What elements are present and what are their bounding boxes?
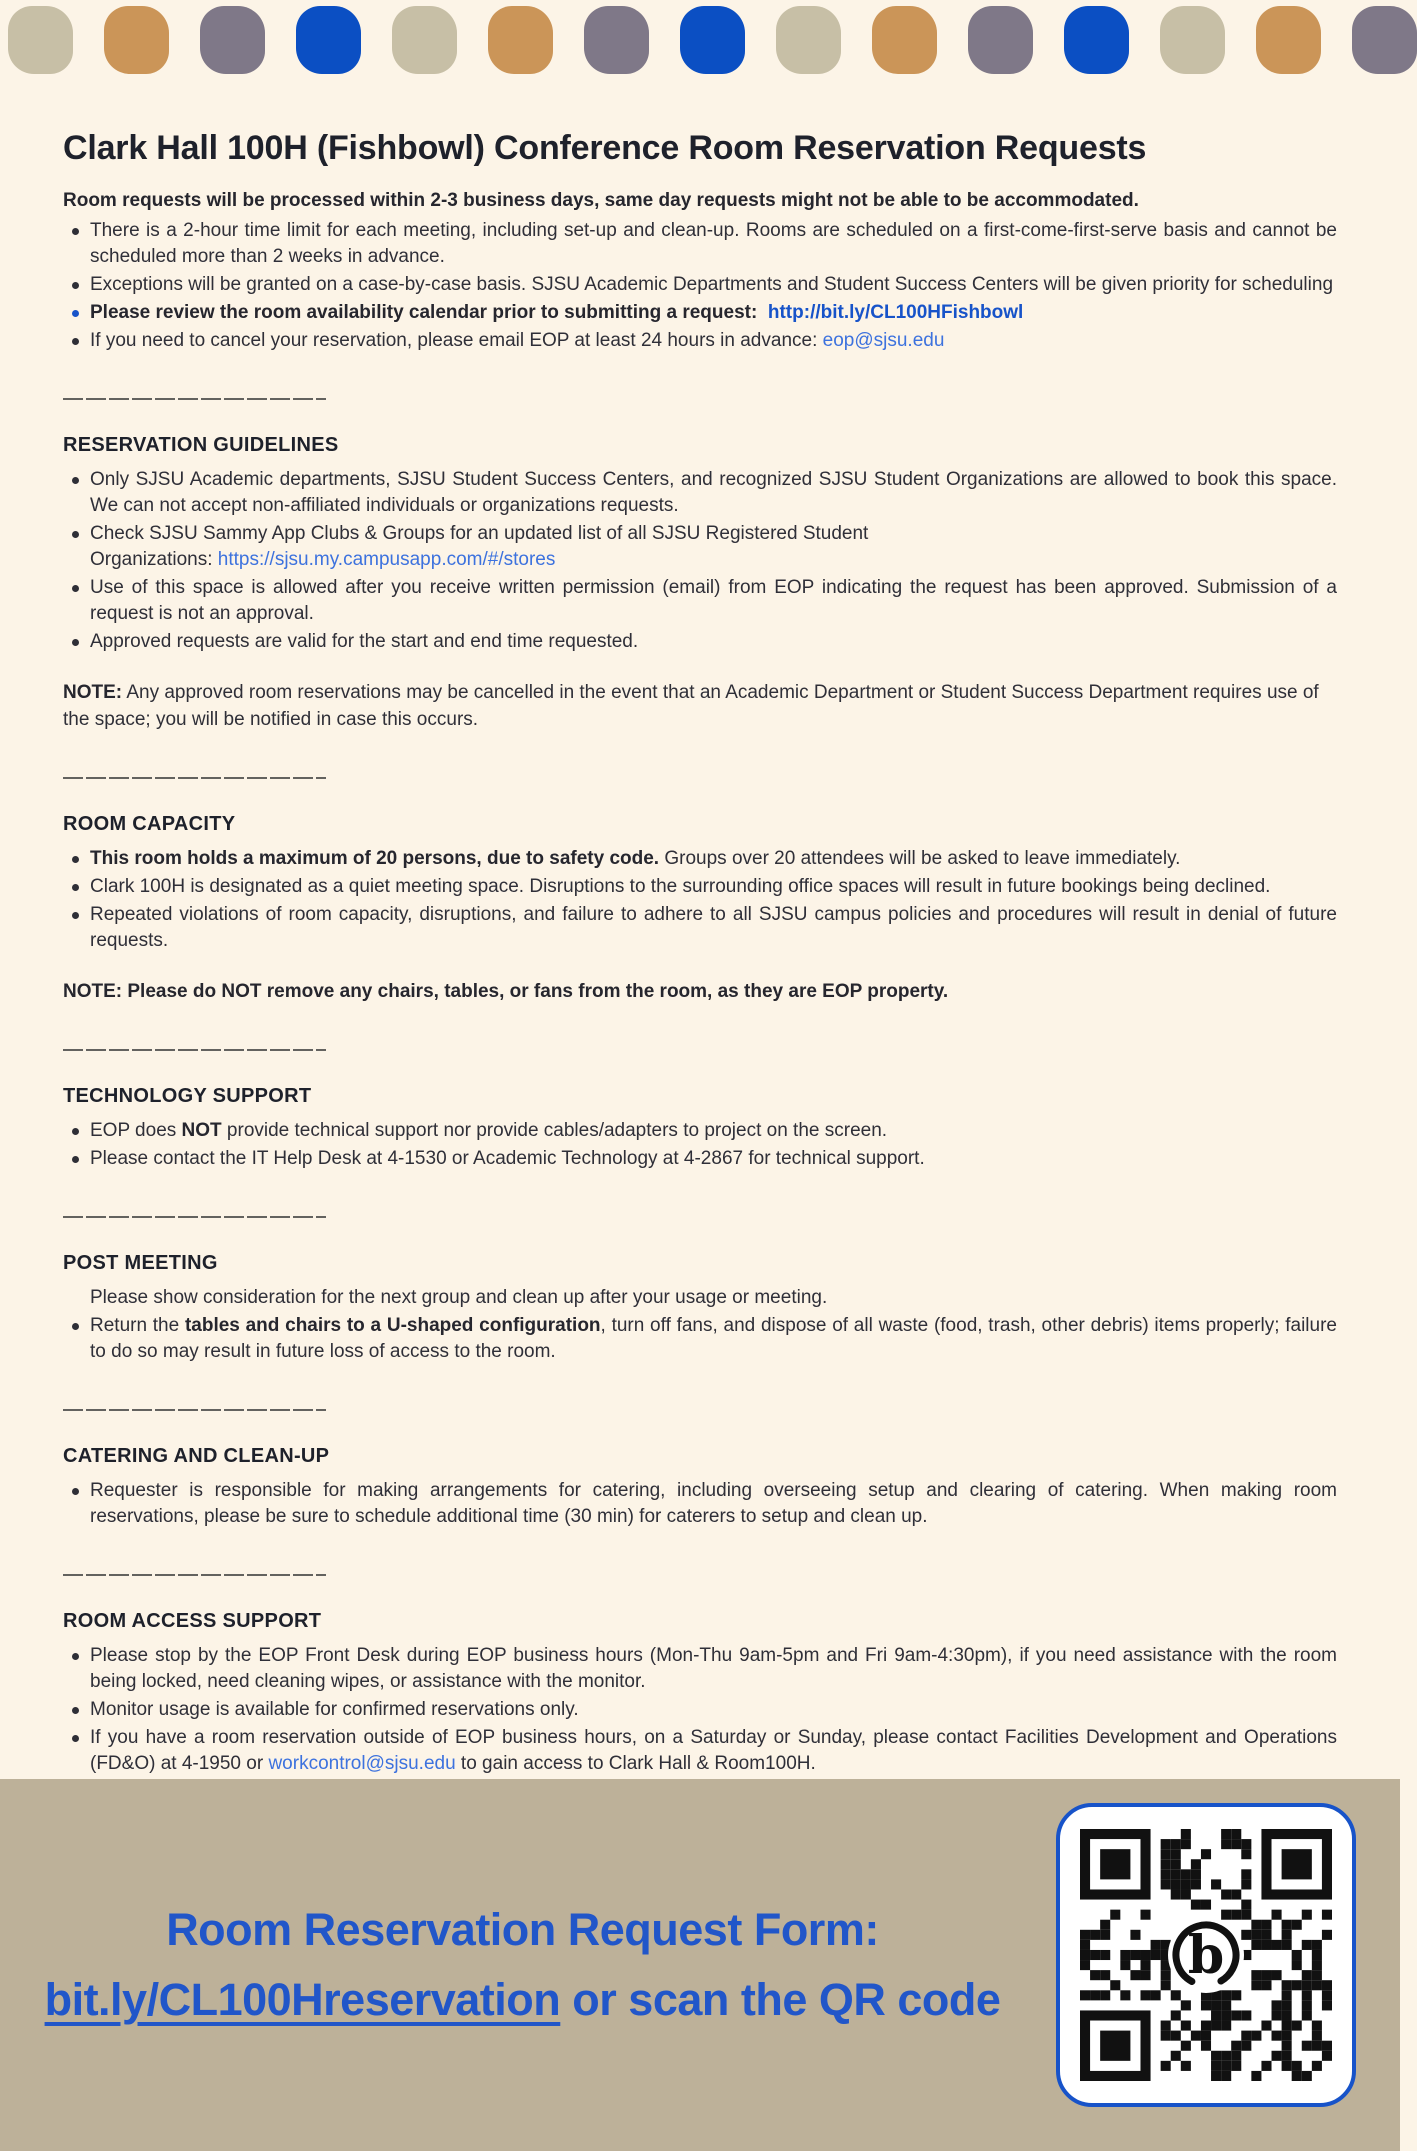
body-text: Please show consideration for the next group and clean up after your usage or meeting. (90, 1287, 828, 1308)
bullet-dot (72, 282, 79, 289)
decorative-tile-beige (8, 6, 73, 74)
bold-text: tables and chairs to a U-shaped configuration (184, 1315, 601, 1336)
body-text: Any approved room reservations may be cancelled in the event that an Academic Department or Student Success Department requires use of the space; you will be notified in case this occurs. (63, 682, 1319, 730)
body-text: Approved requests are valid for the start and end time requested. (90, 631, 639, 652)
bullet-dot (72, 228, 79, 235)
bullet-text (90, 521, 1337, 573)
bullet-dot (72, 1488, 79, 1495)
bullet-dot (72, 477, 79, 484)
body-text: There is a 2-hour time limit for each meeting, including set-up and clean-up. Rooms are scheduled on a first-come-first-serve basis and cannot be scheduled more than 2 weeks in advance. (90, 220, 1337, 267)
note-paragraph (63, 679, 1337, 733)
bullet-dot (72, 585, 79, 592)
page-title: Clark Hall 100H (Fishbowl) Conference Room Reservation Requests (63, 129, 1147, 167)
bullet-dot (72, 338, 79, 345)
bullet-item (63, 272, 1337, 298)
bullet-item (63, 300, 1337, 326)
section-divider (63, 1409, 326, 1411)
body-text: Repeated violations of room capacity, disruptions, and failure to adhere to all SJSU campus policies and procedures will result in denial of future requests. (90, 904, 1337, 951)
bullet-dot (72, 1128, 79, 1135)
decorative-tile-beige (776, 6, 841, 74)
bullet-item (63, 874, 1337, 900)
section-heading-technology-support: TECHNOLOGY SUPPORT (63, 1085, 312, 1107)
section-divider (63, 1216, 326, 1218)
section-divider (63, 1049, 326, 1051)
bullet-text (90, 328, 1337, 354)
footer-line1: Room Reservation Request Form: (166, 1904, 879, 1955)
body-text: If you have a room reservation outside of EOP business hours, on a Saturday or Sunday, please contact Facilities Development and Operations (FD&O) at 4-1950 or (90, 1727, 1337, 1774)
qr-pattern (1080, 1829, 1332, 2081)
bullet-text (90, 575, 1337, 627)
bullet-text (90, 629, 1337, 655)
bullet-item (63, 1478, 1337, 1530)
bullet-dot (72, 1653, 79, 1660)
bullet-item (63, 1725, 1337, 1777)
bullet-text (90, 1643, 1337, 1695)
body-text: Clark 100H is designated as a quiet meeting space. Disruptions to the surrounding office spaces will result in future bookings being declined. (90, 876, 1271, 897)
bullet-dot (72, 310, 79, 317)
qr-code (1056, 1803, 1356, 2107)
bullet-text (90, 272, 1337, 298)
section-divider (63, 398, 326, 400)
section-heading-reservation-guidelines: RESERVATION GUIDELINES (63, 434, 339, 456)
bullet-dot (72, 912, 79, 919)
bullet-dot (72, 856, 79, 863)
body-text: Requester is responsible for making arrangements for catering, including overseeing setup and clearing of catering. When making room reservations, please be sure to schedule additional time (30 min) for caterers to setup and clean up. (90, 1480, 1337, 1527)
inline-link[interactable]: eop@sjsu.edu (822, 330, 945, 351)
bold-text: Please review the room availability calendar prior to submitting a request: (90, 302, 768, 323)
bullet-item (63, 629, 1337, 655)
footer-line2-rest: or scan the QR code (560, 1974, 1001, 2025)
bullet-text (90, 1697, 1337, 1723)
bullet-item (63, 521, 1337, 573)
body-text: If you need to cancel your reservation, please email EOP at least 24 hours in advance: (90, 330, 823, 351)
body-text: to gain access to Clark Hall & Room100H. (455, 1753, 816, 1774)
inline-link[interactable]: http://bit.ly/CL100HFishbowl (767, 302, 1024, 323)
body-text: Check SJSU Sammy App Clubs & Groups for an updated list of all SJSU Registered Student (90, 523, 869, 544)
bold-text: This room holds a maximum of 20 persons, due to safety code. (90, 848, 660, 869)
body-text: Groups over 20 attendees will be asked to leave immediately. (659, 848, 1181, 869)
inline-link[interactable]: workcontrol@sjsu.edu (268, 1753, 456, 1774)
svg-text:b: b (1187, 1925, 1225, 1986)
reservation-form-link[interactable]: bit.ly/CL100Hreservation (44, 1974, 561, 2025)
decorative-tile-gray (200, 6, 265, 74)
section-heading-room-access-support: ROOM ACCESS SUPPORT (63, 1610, 322, 1632)
flyer-body (0, 82, 1400, 1779)
intro-bullets (63, 218, 1337, 354)
decorative-tile-beige (392, 6, 457, 74)
inline-link[interactable]: https://sjsu.my.campusapp.com/#/stores (217, 549, 556, 570)
bullet-item (63, 328, 1337, 354)
body-text: EOP does (90, 1120, 182, 1141)
section-heading-catering-and-clean-up: CATERING AND CLEAN-UP (63, 1445, 330, 1467)
bullet-item (63, 902, 1337, 954)
body-text: provide technical support nor provide cables/adapters to project on the screen. (221, 1120, 888, 1141)
bullet-item (63, 575, 1337, 627)
bullet-dot (72, 1156, 79, 1163)
bold-text: NOT (181, 1120, 222, 1141)
bullet-item (63, 1285, 1337, 1311)
bullet-item (63, 218, 1337, 270)
bold-text: NOTE: Please do NOT remove any chairs, tables, or fans from the room, as they are EOP property. (63, 981, 949, 1002)
bullet-dot (72, 531, 79, 538)
section-heading-post-meeting: POST MEETING (63, 1252, 218, 1274)
decorative-tile-camel (104, 6, 169, 74)
bullet-item (63, 1146, 1337, 1172)
decorative-tile-gray (968, 6, 1033, 74)
body-text: Return the (90, 1315, 185, 1336)
decorative-tile-gray (584, 6, 649, 74)
decorative-tile-camel (1256, 6, 1321, 74)
bullet-text (90, 218, 1337, 270)
decorative-tile-beige (1160, 6, 1225, 74)
bullet-item (63, 1118, 1337, 1144)
body-text: Use of this space is allowed after you receive written permission (email) from EOP indicating the request has been approved. Submission of a request is not an approval. (90, 577, 1337, 624)
section-heading-room-capacity: ROOM CAPACITY (63, 813, 236, 835)
bullet-item (63, 467, 1337, 519)
decorative-tile-camel (488, 6, 553, 74)
bullet-text (90, 902, 1337, 954)
intro-lead: Room requests will be processed within 2-3 business days, same day requests might not be able to be accommodated. (63, 190, 1139, 211)
footer-text (0, 1895, 1045, 2035)
bullet-text (90, 1118, 1337, 1144)
body-text: , turn off fans, and dispose of all waste (food, trash, other debris) items properly; failure to do so may result in future loss of access to the room. (90, 1315, 1337, 1362)
bullet-text (90, 846, 1337, 872)
decorative-tile-camel (872, 6, 937, 74)
bullet-item (63, 846, 1337, 872)
decorative-tile-gray (1352, 6, 1417, 74)
bullet-text (90, 1146, 1337, 1172)
top-border (0, 0, 1400, 82)
bullet-dot (72, 639, 79, 646)
bullet-dot (72, 1707, 79, 1714)
note-paragraph (63, 978, 1337, 1005)
section-divider (63, 777, 326, 779)
footer-line2 (0, 1965, 1045, 2035)
bold-text: NOTE: (63, 682, 123, 703)
bullet-dot (72, 1323, 79, 1330)
body-text: Monitor usage is available for confirmed reservations only. (90, 1699, 579, 1720)
bullet-text (90, 1725, 1337, 1777)
body-text: Please stop by the EOP Front Desk during EOP business hours (Mon-Thu 9am-5pm and Fri 9am-4:30pm), if you need assistance with the room being locked, need cleaning wipes, or assistance with the monitor. (90, 1645, 1337, 1692)
section-divider (63, 1574, 326, 1576)
bullet-text (90, 1478, 1337, 1530)
body-text: Please contact the IT Help Desk at 4-1530 or Academic Technology at 4-2867 for technical support. (90, 1148, 925, 1169)
bullet-text (90, 1313, 1337, 1365)
bullet-text (90, 467, 1337, 519)
bullet-dot (72, 884, 79, 891)
decorative-tile-blue (1064, 6, 1129, 74)
bullet-text (90, 1285, 1337, 1311)
bullet-item (63, 1643, 1337, 1695)
footer-banner (0, 1779, 1400, 2151)
decorative-tile-blue (680, 6, 745, 74)
body-text: Organizations: (90, 549, 218, 570)
body-text: Exceptions will be granted on a case-by-case basis. SJSU Academic Departments and Student Success Centers will be given priority for scheduling (90, 274, 1334, 295)
decorative-tile-blue (296, 6, 361, 74)
bullet-text (90, 300, 1337, 326)
bullet-text (90, 874, 1337, 900)
sections (63, 398, 1337, 1777)
bullet-item (63, 1697, 1337, 1723)
body-text: Only SJSU Academic departments, SJSU Student Success Centers, and recognized SJSU Student Organizations are allowed to book this space. We can not accept non-affiliated individuals or organizations requests. (90, 469, 1337, 516)
bullet-dot (72, 1735, 79, 1742)
bullet-item (63, 1313, 1337, 1365)
